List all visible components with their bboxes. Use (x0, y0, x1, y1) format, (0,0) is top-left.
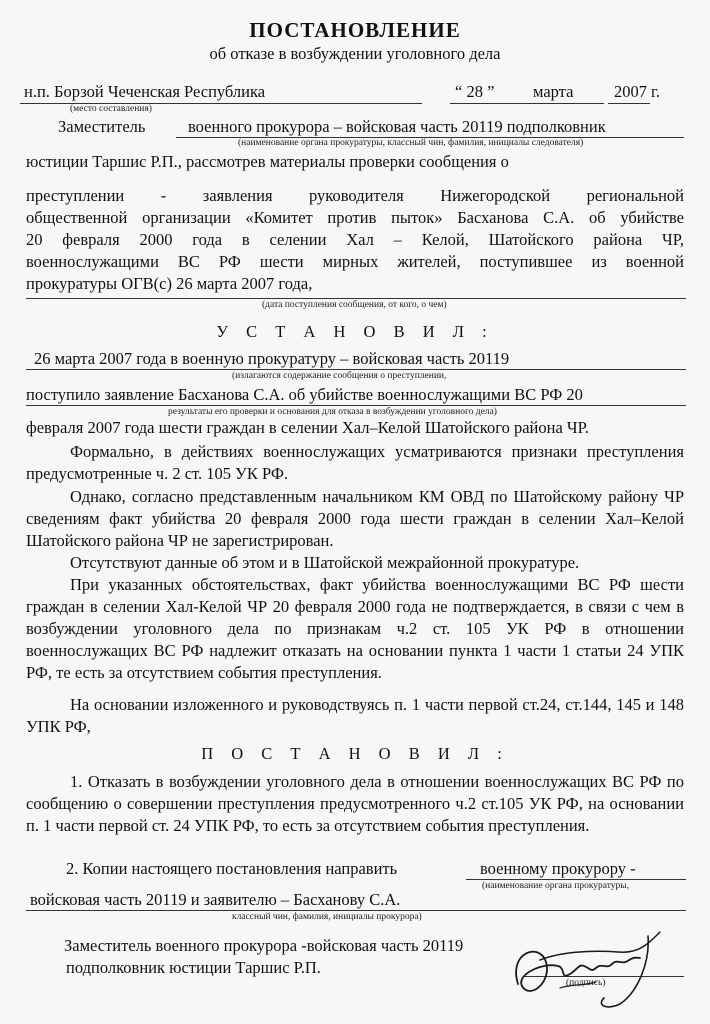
author-line2: юстиции Таршис Р.П., рассмотрев материалы проверки сообщения о (26, 152, 509, 171)
paragraph-however: Однако, согласно представленным начальником КМ ОВД по Шатойскому району ЧР сведениям факт убийства 20 февраля 2000 года шести граждан в селении Хал–Келой Шатойского района ЧР не зарегистрирован. (26, 487, 684, 550)
signature-caption: (подпись) (566, 978, 606, 988)
paragraph-basis: На основании изложенного и руководствуясь п. 1 части первой ст.24, ст.144, 145 и 148 УПК РФ, (26, 695, 684, 736)
author-value: военного прокурора – войсковая часть 20119 подполковник (188, 117, 606, 136)
handwritten-signature (500, 922, 680, 1012)
established-heading: У С Т А Н О В И Л : (216, 322, 494, 341)
established-caption2: результаты его проверки и основания для отказа в возбуждении уголовного дела) (168, 407, 497, 417)
established-line1: 26 марта 2007 года в военную прокуратуру – войсковая часть 20119 (34, 349, 510, 368)
report-line: военнослужащими ВС РФ шести мирных жителей, поступившее из военной (26, 252, 684, 271)
established-line3: февраля 2007 года шести граждан в селении Хал–Келой Шатойского района ЧР. (26, 418, 589, 437)
place-caption: (место составления) (70, 104, 152, 114)
resolved-item2-caption1: (наименование органа прокуратуры, (482, 881, 630, 891)
resolved-item2-recipient: военному прокурору - (480, 859, 636, 878)
date-day: “ 28 ” (455, 82, 495, 101)
report-caption: (дата поступления сообщения, от кого, о чем) (262, 300, 447, 310)
resolved-item2-line2: войсковая часть 20119 и заявителю – Басханову С.А. (30, 890, 401, 909)
paragraph-formally: Формально, в действиях военнослужащих усматриваются признаки преступления предусмотренные ч. 2 ст. 105 УК РФ. (26, 442, 684, 483)
date-year-suffix: г. (651, 82, 661, 101)
place-field: н.п. Борзой Чеченская Республика (24, 82, 266, 101)
report-line: общественной организации «Комитет против пыток» Басханова С.А. об убийстве (26, 208, 684, 227)
paragraph-circumstances: При указанных обстоятельствах, факт убийства военнослужащими ВС РФ шести граждан в селении Хал-Келой ЧР 20 февраля 2000 года не подтверждается, в связи с чем в возбуждении уголовного дела по признакам ч.2 ст. 105 УК РФ в отношении военнослужащих ВС РФ надлежит отказать на основании пункта 1 части 1 статьи 24 УПК РФ, те есть за отсутствием события преступления. (26, 575, 684, 682)
document-title: ПОСТАНОВЛЕНИЕ (249, 18, 461, 42)
date-year: 2007 (614, 82, 647, 101)
resolved-item1: 1. Отказать в возбуждении уголовного дела в отношении военнослужащих ВС РФ по сообщению о совершении преступления предусмотренного ч.2 ст.105 УК РФ, на основании п. 1 части первой ст. 24 УПК РФ, то есть за отсутствием события преступления. (26, 772, 684, 835)
author-label: Заместитель (58, 117, 146, 136)
established-caption1: (излагаются содержание сообщения о преступлении, (232, 371, 447, 381)
author-caption: (наименование органа прокуратуры, классный чин, фамилия, инициалы следователя) (238, 138, 584, 148)
report-line: 20 февраля 2000 года в селении Хал – Келой, Шатойского района ЧР, (26, 230, 684, 249)
resolved-item2-text: 2. Копии настоящего постановления направить (66, 859, 398, 878)
report-line: преступлении - заявления руководителя Нижегородской региональной (26, 186, 684, 205)
resolved-item2-caption2: классный чин, фамилия, инициалы прокурора) (232, 912, 422, 922)
date-month: марта (533, 82, 574, 101)
signature-name: подполковник юстиции Таршис Р.П. (66, 958, 321, 977)
paragraph-no-data: Отсутствуют данные об этом и в Шатойской межрайонной прокуратуре. (70, 553, 580, 572)
resolved-heading: П О С Т А Н О В И Л : (201, 744, 509, 763)
established-line2: поступило заявление Басханова С.А. об убийстве военнослужащими ВС РФ 20 (26, 385, 583, 404)
report-line: прокуратуры ОГВ(с) 26 марта 2007 года, (26, 274, 313, 293)
document-subtitle: об отказе в возбуждении уголовного дела (209, 44, 501, 63)
signature-title: Заместитель военного прокурора -войсковая часть 20119 (64, 936, 464, 955)
